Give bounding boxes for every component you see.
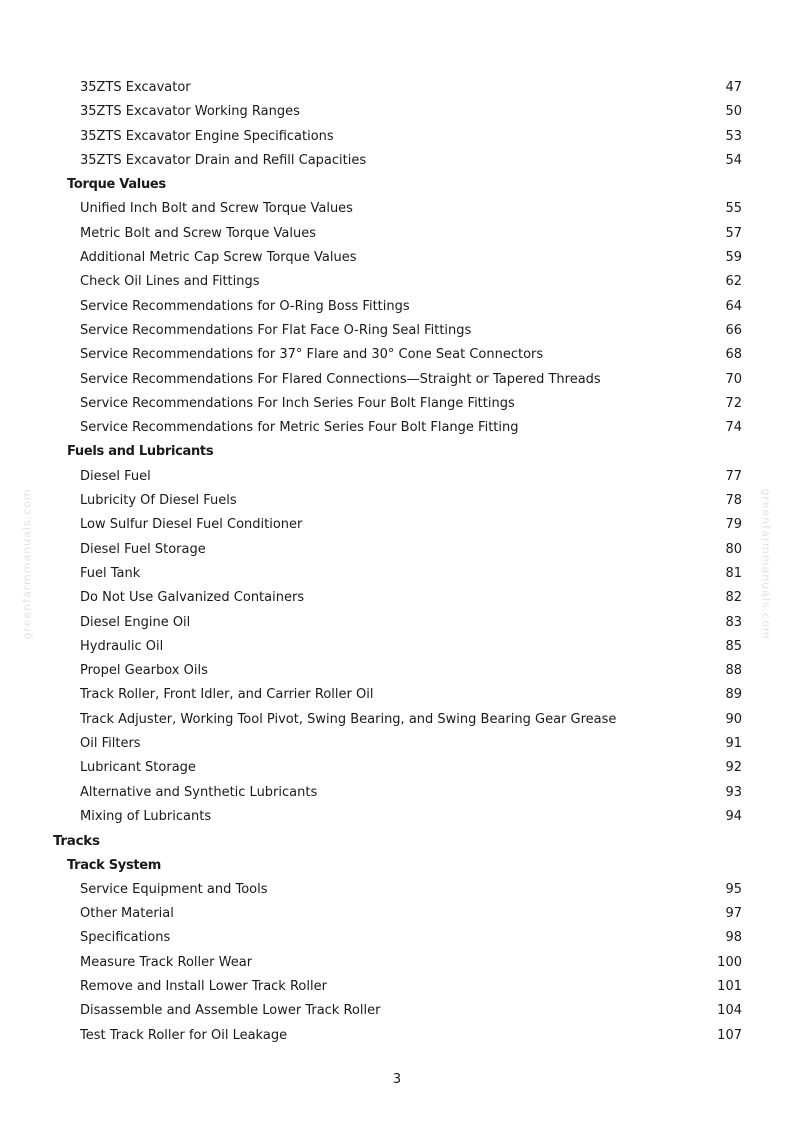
toc-entry-page-number: 68 <box>725 347 742 363</box>
toc-entry-title[interactable]: Unified Inch Bolt and Screw Torque Values <box>80 201 353 217</box>
toc-entry-title[interactable]: Diesel Engine Oil <box>80 614 191 630</box>
watermark-right: greenfarmmanuals.com <box>759 488 773 640</box>
toc-entry[interactable] <box>0 416 794 440</box>
toc-section-title[interactable]: Torque Values <box>67 177 166 193</box>
toc-entry-page-number: 107 <box>717 1027 742 1043</box>
toc-entry[interactable] <box>0 635 794 659</box>
toc-entry[interactable] <box>0 926 794 950</box>
toc-entry-title[interactable]: Additional Metric Cap Screw Torque Values <box>80 250 357 266</box>
toc-entry-page-number: 92 <box>725 760 742 776</box>
toc-chapter-title[interactable]: Tracks <box>53 833 100 850</box>
toc-entry[interactable] <box>0 270 794 294</box>
toc-entry[interactable] <box>0 1024 794 1048</box>
toc-entry[interactable] <box>0 76 794 100</box>
toc-entry[interactable] <box>0 562 794 586</box>
toc-entry-title[interactable]: 35ZTS Excavator <box>80 80 191 95</box>
toc-entry-page-number: 91 <box>725 736 742 752</box>
toc-entry-page-number: 82 <box>725 590 742 606</box>
toc-entry[interactable] <box>0 975 794 999</box>
toc-entry-title[interactable]: Mixing of Lubricants <box>80 808 212 824</box>
toc-entry-title[interactable]: Oil Filters <box>80 736 141 752</box>
toc-entry-page-number: 62 <box>725 274 742 290</box>
toc-entry-page-number: 55 <box>725 201 742 217</box>
toc-entry-title[interactable]: 35ZTS Excavator Engine Specifications <box>80 128 334 144</box>
toc-entry[interactable] <box>0 878 794 902</box>
toc-entry-title[interactable]: Service Recommendations for O-Ring Boss Fittings <box>80 298 410 314</box>
toc-entry-page-number: 72 <box>725 395 742 411</box>
toc-entry[interactable] <box>0 951 794 975</box>
toc-entry-page-number: 95 <box>725 881 742 897</box>
toc-entry[interactable] <box>0 902 794 926</box>
toc-entry-page-number: 57 <box>725 225 742 241</box>
toc-entry-page-number: 74 <box>725 420 742 436</box>
toc-entry-title[interactable]: Service Recommendations for Metric Series Four Bolt Flange Fitting <box>80 420 519 436</box>
toc-entry[interactable] <box>0 125 794 149</box>
toc-entry-title[interactable]: Hydraulic Oil <box>80 638 164 654</box>
toc-entry[interactable] <box>0 659 794 683</box>
toc-entry[interactable] <box>0 805 794 829</box>
toc-entry-page-number: 70 <box>725 371 742 387</box>
toc-section[interactable] <box>0 173 794 197</box>
toc-entry[interactable] <box>0 100 794 124</box>
toc-entry[interactable] <box>0 246 794 270</box>
toc-entry[interactable] <box>0 319 794 343</box>
toc-entry-title[interactable]: 35ZTS Excavator Drain and Refill Capacities <box>80 152 367 168</box>
toc-entry[interactable] <box>0 149 794 173</box>
toc-entry[interactable] <box>0 756 794 780</box>
toc-entry-title[interactable]: Lubricant Storage <box>80 760 196 776</box>
toc-entry-page-number: 98 <box>725 930 742 946</box>
toc-entry-title[interactable]: Diesel Fuel Storage <box>80 541 206 557</box>
toc-entry[interactable] <box>0 732 794 756</box>
toc-entry[interactable] <box>0 465 794 489</box>
toc-entry-title[interactable]: Metric Bolt and Screw Torque Values <box>80 225 316 241</box>
toc-entry-title[interactable]: Test Track Roller for Oil Leakage <box>80 1027 288 1043</box>
toc-entry-title[interactable]: Service Recommendations For Inch Series Four Bolt Flange Fittings <box>80 395 515 411</box>
toc-entry[interactable] <box>0 197 794 221</box>
toc-entry-title[interactable]: Do Not Use Galvanized Containers <box>80 590 305 606</box>
toc-entry-title[interactable]: Lubricity Of Diesel Fuels <box>80 493 237 509</box>
toc-entry-page-number: 93 <box>725 784 742 800</box>
toc-entry-title[interactable]: Disassemble and Assemble Lower Track Roller <box>80 1003 381 1019</box>
toc-entry-title[interactable]: Measure Track Roller Wear <box>80 954 253 970</box>
toc-entry-page-number: 81 <box>725 565 742 581</box>
toc-section-title[interactable]: Fuels and Lubricants <box>67 444 214 460</box>
toc-entry[interactable] <box>0 343 794 367</box>
toc-entry-page-number: 94 <box>725 808 742 824</box>
toc-entry-title[interactable]: Alternative and Synthetic Lubricants <box>80 784 318 800</box>
toc-chapter[interactable] <box>0 829 794 853</box>
toc-entry[interactable] <box>0 586 794 610</box>
toc-entry-title[interactable]: Diesel Fuel <box>80 468 151 484</box>
toc-entry-page-number: 59 <box>725 250 742 266</box>
toc-entry-page-number: 79 <box>725 517 742 533</box>
toc-entry-page-number: 54 <box>725 152 742 168</box>
toc-entry-page-number: 77 <box>725 468 742 484</box>
toc-entry[interactable] <box>0 538 794 562</box>
toc-entry-title[interactable]: Other Material <box>80 906 174 922</box>
toc-entry-title[interactable]: Service Recommendations For Flat Face O-Ring Seal Fittings <box>80 322 472 338</box>
toc-entry-page-number: 100 <box>717 954 742 970</box>
toc-entry[interactable] <box>0 222 794 246</box>
toc-entry[interactable] <box>0 611 794 635</box>
toc-entry-title[interactable]: Track Adjuster, Working Tool Pivot, Swing Bearing, and Swing Bearing Gear Grease <box>80 711 617 727</box>
toc-entry-title[interactable]: Fuel Tank <box>80 565 141 581</box>
toc-entry-title[interactable]: Check Oil Lines and Fittings <box>80 274 260 290</box>
toc-entry-title[interactable]: Remove and Install Lower Track Roller <box>80 978 327 994</box>
toc-entry[interactable] <box>0 999 794 1023</box>
page-number: 3 <box>392 1072 402 1087</box>
toc-entry-page-number: 53 <box>725 128 742 144</box>
toc-entry[interactable] <box>0 295 794 319</box>
toc-section[interactable] <box>0 440 794 464</box>
toc-entry-page-number: 66 <box>725 322 742 338</box>
toc-entry-page-number: 50 <box>725 104 742 120</box>
toc-entry-page-number: 78 <box>725 493 742 509</box>
toc-entry-page-number: 97 <box>725 906 742 922</box>
toc-entry-title[interactable]: Service Recommendations For Flared Connections—Straight or Tapered Threads <box>80 371 601 387</box>
toc-entry[interactable] <box>0 392 794 416</box>
toc-section[interactable] <box>0 854 794 878</box>
toc-entry-page-number: 85 <box>725 638 742 654</box>
table-of-contents <box>0 76 794 1048</box>
toc-entry-page-number: 104 <box>717 1003 742 1019</box>
toc-entry-page-number: 90 <box>725 711 742 727</box>
toc-entry-title[interactable]: Specifications <box>80 930 171 946</box>
toc-entry-page-number: 89 <box>725 687 742 703</box>
toc-section-title[interactable]: Track System <box>67 857 162 873</box>
toc-entry[interactable] <box>0 683 794 707</box>
toc-entry[interactable] <box>0 708 794 732</box>
toc-entry-page-number: 80 <box>725 541 742 557</box>
toc-entry-page-number: 64 <box>725 298 742 314</box>
toc-entry-title[interactable]: Propel Gearbox Oils <box>80 663 208 679</box>
toc-entry[interactable] <box>0 368 794 392</box>
toc-entry[interactable] <box>0 513 794 537</box>
toc-entry-page-number: 47 <box>725 80 742 95</box>
toc-entry-title[interactable]: 35ZTS Excavator Working Ranges <box>80 104 300 120</box>
toc-entry-title[interactable]: Track Roller, Front Idler, and Carrier Roller Oil <box>80 687 374 703</box>
toc-entry-page-number: 88 <box>725 663 742 679</box>
toc-entry-page-number: 83 <box>725 614 742 630</box>
toc-entry[interactable] <box>0 781 794 805</box>
toc-entry-title[interactable]: Service Recommendations for 37° Flare and 30° Cone Seat Connectors <box>80 347 544 363</box>
toc-entry-page-number: 101 <box>717 978 742 994</box>
toc-entry-title[interactable]: Low Sulfur Diesel Fuel Conditioner <box>80 517 303 533</box>
watermark-left: greenfarmmanuals.com <box>20 488 34 640</box>
toc-entry-title[interactable]: Service Equipment and Tools <box>80 881 268 897</box>
toc-entry[interactable] <box>0 489 794 513</box>
